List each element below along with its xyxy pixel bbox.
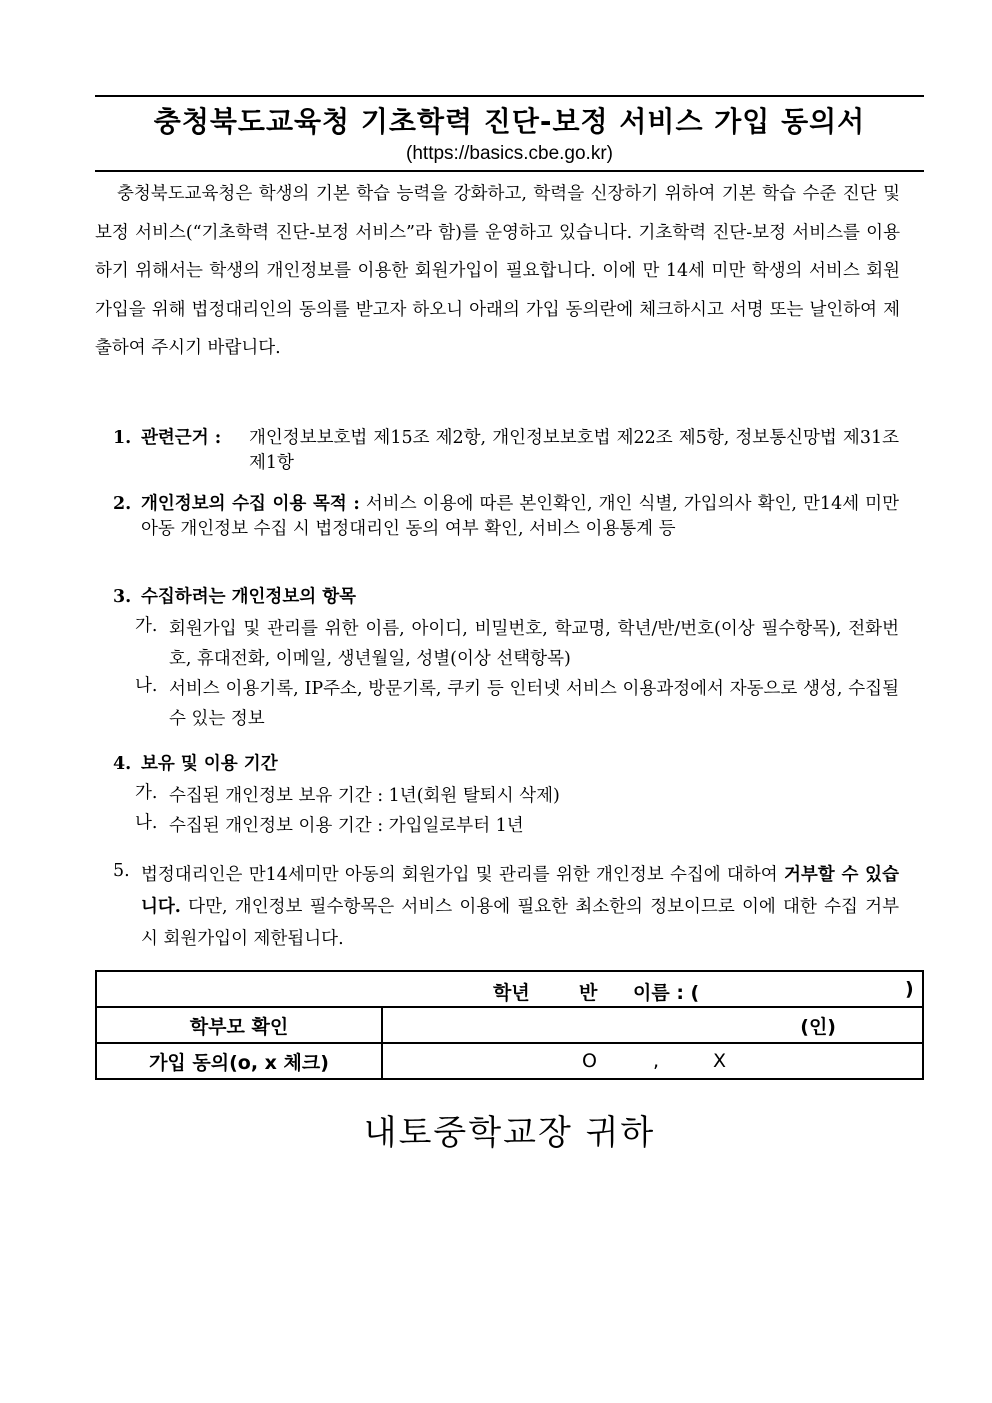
consent-o-option[interactable]: O — [582, 1050, 597, 1072]
intro-paragraph: 충청북도교육청은 학생의 기본 학습 능력을 강화하고, 학력을 신장하기 위하여 기본 학습 수준 진단 및 보정 서비스(“기초학력 진단-보정 서비스”라 함)를 운영하고 있습니다. 기초학력 진단-보정 서비스를 이용하기 위해서는 학생의 개인정보를 이용한 회원가입이 필요합니다. 이에 만 14세 미만 학생의 서비스 회원가입을 위해 법정대리인의 동의를 받고자 하오니 아래의 가입 동의란에 체크하시고 서명 또는 날인하여 제출하여 주시기 바랍니다. — [95, 184, 900, 359]
student-info-cell[interactable] — [96, 971, 923, 1007]
section-text: 개인정보보호법 제15조 제2항, 개인정보보호법 제22조 제5항, 정보통신망법 제31조 제1항 — [249, 428, 899, 473]
section-purpose — [113, 492, 899, 542]
parent-signature-cell[interactable] — [382, 1007, 923, 1043]
refusal-emphasis: 거부할 수 있습니다. — [141, 865, 899, 917]
section-label: 보유 및 이용 기간 — [141, 754, 278, 774]
section-label: 수집하려는 개인정보의 항목 — [141, 587, 357, 607]
header-bottom-rule — [95, 170, 924, 172]
list-item — [135, 674, 899, 734]
consent-check-label: 가입 동의(o, x 체크) — [96, 1043, 382, 1079]
list-marker: 나. — [135, 813, 158, 833]
service-url: (https://basics.cbe.go.kr) — [406, 143, 613, 164]
section-retention — [113, 752, 899, 841]
name-close-paren: ) — [905, 978, 914, 1000]
section-label: 개인정보의 수집 이용 목적 : — [141, 494, 360, 514]
list-text: 수집된 개인정보 이용 기간 : 가입일로부터 1년 — [169, 816, 524, 836]
parent-confirm-label: 학부모 확인 — [96, 1007, 382, 1043]
section-text-continued: 다만, 개인정보 필수항목은 서비스 이용에 필요한 최소한의 정보이므로 이에 대한 수집 거부 시 회원가입이 제한됩니다. — [141, 897, 899, 949]
document-title: 충청북도교육청 기초학력 진단-보정 서비스 가입 동의서 — [153, 105, 866, 138]
table-row — [96, 971, 923, 1007]
list-item — [135, 781, 899, 811]
section-number: 5. — [113, 861, 130, 881]
section-refusal-right — [113, 859, 899, 955]
list-text: 서비스 이용기록, IP주소, 방문기록, 쿠키 등 인터넷 서비스 이용과정에서 자동으로 생성, 수집될 수 있는 정보 — [169, 679, 899, 729]
table-row — [96, 1043, 923, 1079]
list-marker: 가. — [135, 616, 158, 636]
list-item — [135, 811, 899, 841]
consent-separator: , — [653, 1050, 660, 1072]
top-rule — [95, 95, 924, 97]
list-text: 회원가입 및 관리를 위한 이름, 아이디, 비밀번호, 학교명, 학년/반/번호(이상 필수항목), 전화번호, 휴대전화, 이메일, 생년월일, 성별(이상 선택항목) — [169, 619, 899, 669]
section-collected-items — [113, 585, 899, 734]
section-number: 1. — [113, 428, 132, 448]
list-marker: 가. — [135, 783, 158, 803]
list-marker: 나. — [135, 676, 158, 696]
consent-x-option[interactable]: X — [713, 1050, 727, 1072]
class-label: 반 — [579, 982, 598, 1004]
section-text: 법정대리인은 만14세미만 아동의 회원가입 및 관리를 위한 개인정보 수집에 대하여 — [141, 865, 784, 885]
section-text: 서비스 이용에 따른 본인확인, 개인 식별, 가입의사 확인, 만14세 미만 아동 개인정보 수집 시 법정대리인 동의 여부 확인, 서비스 이용통계 등 — [141, 494, 899, 539]
section-legal-basis — [113, 426, 899, 476]
list-item — [135, 614, 899, 674]
section-label: 관련근거 : — [141, 428, 222, 448]
section-number: 2. — [113, 494, 132, 514]
section-number: 3. — [113, 587, 132, 607]
consent-table — [95, 970, 924, 1080]
table-row — [96, 1007, 923, 1043]
name-label: 이름 : ( — [633, 982, 700, 1004]
list-text: 수집된 개인정보 보유 기간 : 1년(회원 탈퇴시 삭제) — [169, 786, 560, 806]
grade-label: 학년 — [493, 982, 530, 1004]
section-number: 4. — [113, 754, 132, 774]
addressee-closing: 내토중학교장 귀하 — [363, 1113, 656, 1153]
seal-mark: (인) — [800, 1015, 836, 1038]
consent-check-cell[interactable] — [382, 1043, 923, 1079]
